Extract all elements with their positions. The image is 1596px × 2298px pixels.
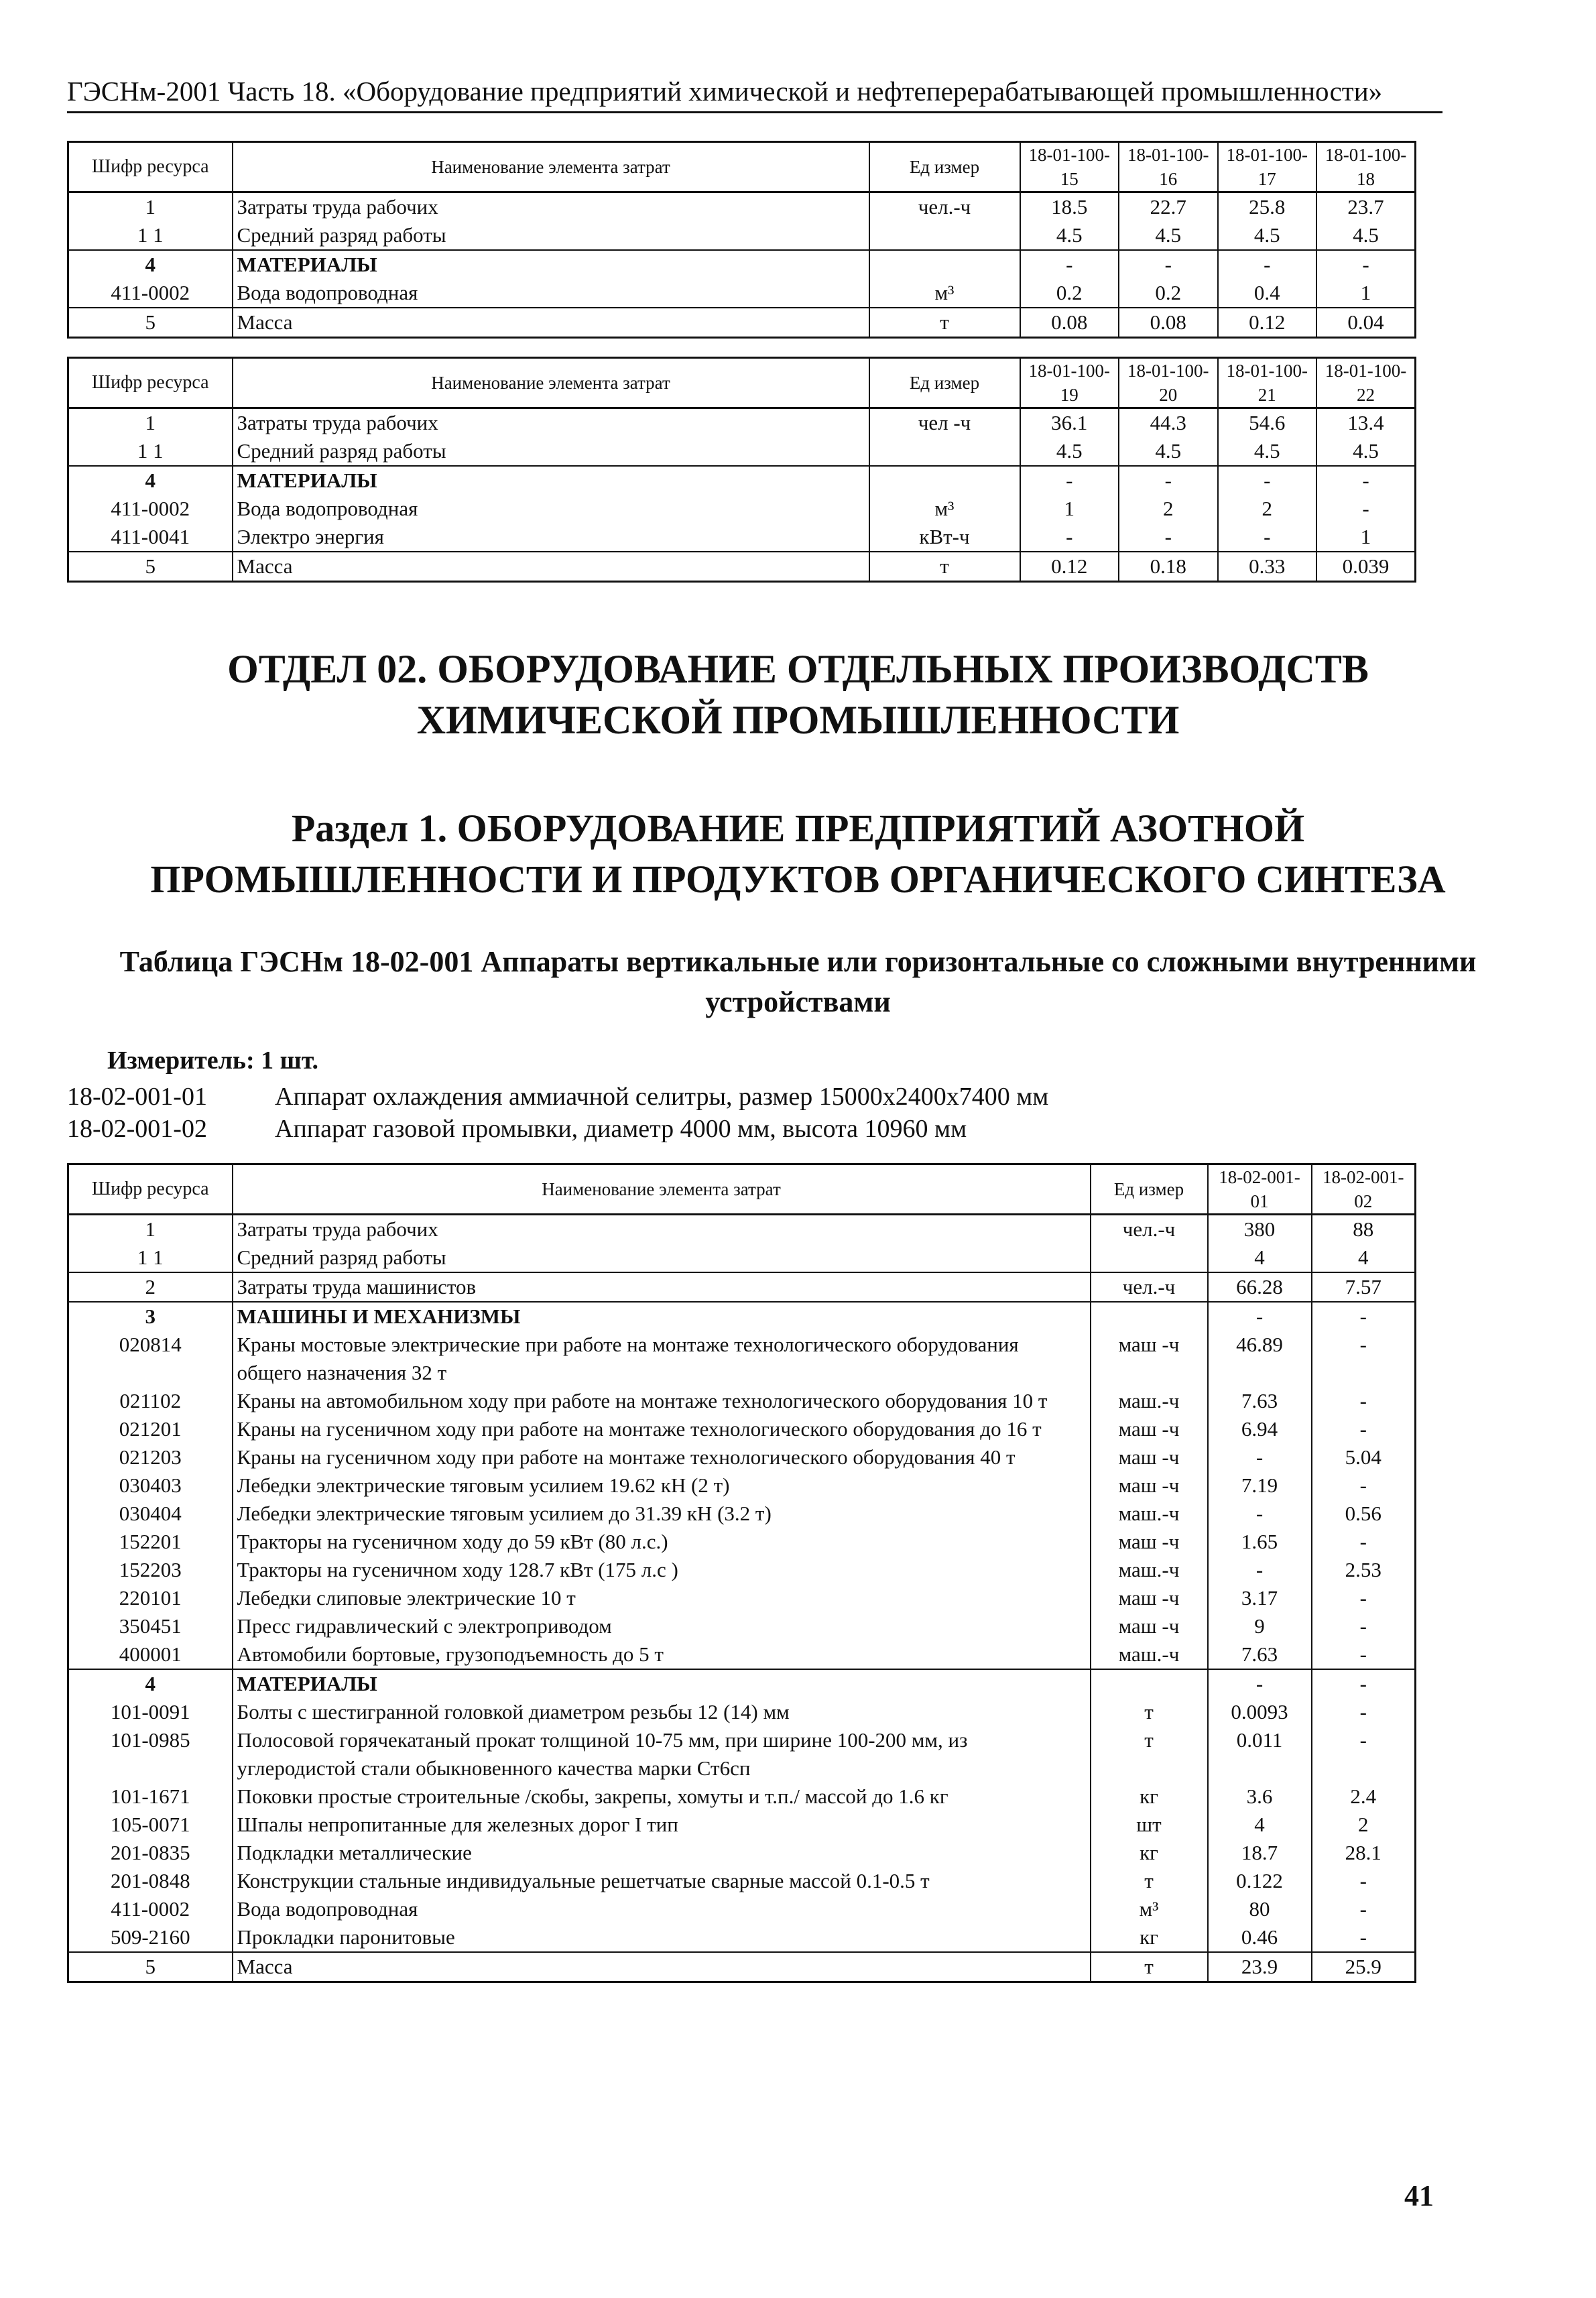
cell-value: 88 — [1312, 1215, 1416, 1244]
cell-value: - — [1312, 1612, 1416, 1640]
table-row — [68, 1387, 1416, 1415]
cell-unit: т — [869, 308, 1020, 338]
cell-code: 1 — [68, 1215, 233, 1244]
cell-value: 4.5 — [1020, 221, 1119, 250]
cell-value: - — [1119, 250, 1218, 279]
cell-unit — [1091, 1669, 1208, 1698]
cell-name: Шпалы непропитанные для железных дорог I тип — [233, 1811, 1091, 1839]
cell-name: МАТЕРИАЛЫ — [233, 466, 869, 495]
cell-unit — [869, 250, 1020, 279]
cell-value: 7.63 — [1208, 1640, 1312, 1669]
table-row — [68, 1500, 1416, 1528]
column-header-name: Наименование элемента затрат — [233, 1164, 1091, 1215]
variant-text: Аппарат охлаждения аммиачной селитры, размер 15000х2400х7400 мм — [275, 1083, 1049, 1111]
cell-code: 020814 — [68, 1331, 233, 1387]
cell-name: Масса — [233, 1952, 1091, 1982]
cell-value: - — [1312, 1726, 1416, 1782]
table-row — [68, 1726, 1416, 1782]
table-row — [68, 1923, 1416, 1952]
cell-value: 2.4 — [1312, 1782, 1416, 1811]
cell-value: - — [1208, 1443, 1312, 1471]
cell-unit: маш -ч — [1091, 1612, 1208, 1640]
cell-name: Средний разряд работы — [233, 1244, 1091, 1272]
table-row — [68, 221, 1416, 250]
column-header-name: Наименование элемента затрат — [233, 142, 869, 192]
cell-value: 7.19 — [1208, 1471, 1312, 1500]
cell-value: 6.94 — [1208, 1415, 1312, 1443]
column-header-norm: 18-02-001-01 — [1208, 1164, 1312, 1215]
cell-name: Лебедки слиповые электрические 10 т — [233, 1584, 1091, 1612]
variant-code: 18-02-001-02 — [67, 1115, 207, 1143]
cell-unit: м³ — [869, 495, 1020, 523]
cell-value: 2.53 — [1312, 1556, 1416, 1584]
cell-name: Вода водопроводная — [233, 279, 869, 308]
cell-value: 3.6 — [1208, 1782, 1312, 1811]
cell-value: 25.8 — [1218, 192, 1317, 222]
cell-value: 4.5 — [1119, 437, 1218, 466]
cell-code: 030404 — [68, 1500, 233, 1528]
cell-unit: маш -ч — [1091, 1443, 1208, 1471]
cell-name: Краны на гусеничном ходу при работе на монтаже технологического оборудования 40 т — [233, 1443, 1091, 1471]
cell-value: 80 — [1208, 1895, 1312, 1923]
cell-value: 0.2 — [1020, 279, 1119, 308]
cell-code: 101-1671 — [68, 1782, 233, 1811]
cell-code: 5 — [68, 308, 233, 338]
cell-value: 4.5 — [1119, 221, 1218, 250]
cell-value: 1 — [1020, 495, 1119, 523]
cell-unit: кг — [1091, 1782, 1208, 1811]
cell-value: 25.9 — [1312, 1952, 1416, 1982]
cell-value: - — [1208, 1669, 1312, 1698]
table-row — [68, 1302, 1416, 1331]
cell-value: 23.7 — [1316, 192, 1416, 222]
cell-value: 4.5 — [1316, 437, 1416, 466]
cell-unit: шт — [1091, 1811, 1208, 1839]
cell-code: 030403 — [68, 1471, 233, 1500]
cell-value: 18.7 — [1208, 1839, 1312, 1867]
resource-table-1 — [67, 141, 1416, 339]
table-header-row — [68, 142, 1416, 192]
cell-value: 28.1 — [1312, 1839, 1416, 1867]
cell-value: - — [1312, 1895, 1416, 1923]
cell-value: 4 — [1312, 1244, 1416, 1272]
cell-code: 021102 — [68, 1387, 233, 1415]
cell-name: МАТЕРИАЛЫ — [233, 250, 869, 279]
section-heading-text: Раздел 1. ОБОРУДОВАНИЕ ПРЕДПРИЯТИЙ АЗОТНОЙ ПРОМЫШЛЕННОСТИ И ПРОДУКТОВ ОРГАНИЧЕСКОГО СИНТЕЗА — [150, 806, 1446, 901]
cell-value: - — [1312, 1471, 1416, 1500]
cell-value: 0.08 — [1119, 308, 1218, 338]
cell-name: МАШИНЫ И МЕХАНИЗМЫ — [233, 1302, 1091, 1331]
cell-value: 0.12 — [1218, 308, 1317, 338]
cell-value: 4 — [1208, 1244, 1312, 1272]
cell-code: 101-0985 — [68, 1726, 233, 1782]
resource-table-2 — [67, 357, 1416, 583]
cell-value: 2 — [1119, 495, 1218, 523]
cell-value: 18.5 — [1020, 192, 1119, 222]
cell-value: 4.5 — [1218, 221, 1317, 250]
cell-unit: кг — [1091, 1923, 1208, 1952]
column-header-unit: Ед измер — [869, 142, 1020, 192]
column-header-norm: 18-02-001-02 — [1312, 1164, 1416, 1215]
cell-value: 1 — [1316, 523, 1416, 552]
cell-value: - — [1218, 250, 1317, 279]
cell-value: 4 — [1208, 1811, 1312, 1839]
table-row — [68, 1556, 1416, 1584]
table-row — [68, 1272, 1416, 1302]
cell-code: 411-0002 — [68, 495, 233, 523]
cell-value: 54.6 — [1218, 408, 1317, 438]
cell-value: 7.63 — [1208, 1387, 1312, 1415]
table-row — [68, 1528, 1416, 1556]
cell-name: Тракторы на гусеничном ходу 128.7 кВт (175 л.с ) — [233, 1556, 1091, 1584]
cell-value: - — [1208, 1556, 1312, 1584]
variant-line — [67, 1114, 967, 1144]
column-header-norm: 18-01-100-21 — [1218, 358, 1317, 408]
cell-unit: маш -ч — [1091, 1471, 1208, 1500]
cell-value: 46.89 — [1208, 1331, 1312, 1387]
cell-code: 4 — [68, 250, 233, 279]
cell-value: 22.7 — [1119, 192, 1218, 222]
variant-code: 18-02-001-01 — [67, 1083, 207, 1111]
cell-unit: т — [1091, 1698, 1208, 1726]
table-header-row — [68, 358, 1416, 408]
cell-code: 1 — [68, 192, 233, 222]
cell-value: - — [1020, 466, 1119, 495]
cell-unit: м³ — [869, 279, 1020, 308]
cell-value: - — [1119, 523, 1218, 552]
column-header-norm: 18-01-100-18 — [1316, 142, 1416, 192]
cell-name: Затраты труда машинистов — [233, 1272, 1091, 1302]
table-row — [68, 192, 1416, 222]
cell-value: 4.5 — [1218, 437, 1317, 466]
cell-unit: маш.-ч — [1091, 1556, 1208, 1584]
variant-line — [67, 1082, 1048, 1111]
table-row — [68, 308, 1416, 338]
column-header-norm: 18-01-100-20 — [1119, 358, 1218, 408]
table-row — [68, 1895, 1416, 1923]
cell-name: Автомобили бортовые, грузоподъемность до 5 т — [233, 1640, 1091, 1669]
cell-value: 44.3 — [1119, 408, 1218, 438]
cell-unit: кВт-ч — [869, 523, 1020, 552]
cell-name: Подкладки металлические — [233, 1839, 1091, 1867]
cell-name: Поковки простые строительные /скобы, закрепы, хомуты и т.п./ массой до 1.6 кг — [233, 1782, 1091, 1811]
cell-value: 0.122 — [1208, 1867, 1312, 1895]
cell-code: 201-0835 — [68, 1839, 233, 1867]
cell-name: Вода водопроводная — [233, 1895, 1091, 1923]
cell-value: 2 — [1218, 495, 1317, 523]
cell-name: Вода водопроводная — [233, 495, 869, 523]
cell-code: 411-0002 — [68, 279, 233, 308]
table-row — [68, 552, 1416, 582]
table-row — [68, 408, 1416, 438]
table-row — [68, 1698, 1416, 1726]
cell-value: 0.08 — [1020, 308, 1119, 338]
cell-value: 7.57 — [1312, 1272, 1416, 1302]
cell-value: 0.2 — [1119, 279, 1218, 308]
cell-value: - — [1208, 1302, 1312, 1331]
column-header-unit: Ед измер — [869, 358, 1020, 408]
cell-value: - — [1312, 1302, 1416, 1331]
cell-code: 021201 — [68, 1415, 233, 1443]
cell-value: 2 — [1312, 1811, 1416, 1839]
column-header-code: Шифр ресурса — [68, 142, 233, 192]
cell-name: Электро энергия — [233, 523, 869, 552]
cell-name: Затраты труда рабочих — [233, 1215, 1091, 1244]
cell-value: - — [1312, 1698, 1416, 1726]
column-header-norm: 18-01-100-22 — [1316, 358, 1416, 408]
column-header-code: Шифр ресурса — [68, 358, 233, 408]
cell-value: - — [1312, 1528, 1416, 1556]
cell-value: 36.1 — [1020, 408, 1119, 438]
cell-value: - — [1316, 466, 1416, 495]
table-row — [68, 437, 1416, 466]
cell-name: Масса — [233, 308, 869, 338]
cell-name: Полосовой горячекатаный прокат толщиной 10-75 мм, при ширине 100-200 мм, из углеродистой стали обыкновенного качества марки Ст6сп — [233, 1726, 1091, 1782]
cell-value: 0.56 — [1312, 1500, 1416, 1528]
cell-code: 509-2160 — [68, 1923, 233, 1952]
cell-value: 0.0093 — [1208, 1698, 1312, 1726]
table-row — [68, 1612, 1416, 1640]
cell-unit: т — [869, 552, 1020, 582]
cell-unit: маш.-ч — [1091, 1500, 1208, 1528]
cell-value: 0.12 — [1020, 552, 1119, 582]
table-row — [68, 495, 1416, 523]
cell-name: Затраты труда рабочих — [233, 408, 869, 438]
cell-code: 220101 — [68, 1584, 233, 1612]
cell-unit: чел.-ч — [1091, 1272, 1208, 1302]
cell-value: - — [1208, 1500, 1312, 1528]
column-header-norm: 18-01-100-15 — [1020, 142, 1119, 192]
cell-name: Краны на гусеничном ходу при работе на монтаже технологического оборудования до 16 т — [233, 1415, 1091, 1443]
cell-value: - — [1218, 523, 1317, 552]
cell-name: Пресс гидравлический с электроприводом — [233, 1612, 1091, 1640]
cell-value: 66.28 — [1208, 1272, 1312, 1302]
cell-value: 0.011 — [1208, 1726, 1312, 1782]
cell-code: 021203 — [68, 1443, 233, 1471]
cell-unit — [1091, 1302, 1208, 1331]
cell-unit: маш.-ч — [1091, 1640, 1208, 1669]
cell-code: 152201 — [68, 1528, 233, 1556]
cell-code: 1 1 — [68, 437, 233, 466]
cell-name: Лебедки электрические тяговым усилием 19.62 кН (2 т) — [233, 1471, 1091, 1500]
column-header-name: Наименование элемента затрат — [233, 358, 869, 408]
cell-unit — [869, 437, 1020, 466]
cell-value: 0.04 — [1316, 308, 1416, 338]
measure-unit: Измеритель: 1 шт. — [107, 1046, 319, 1075]
cell-name: Масса — [233, 552, 869, 582]
cell-value: 1.65 — [1208, 1528, 1312, 1556]
cell-value: - — [1312, 1415, 1416, 1443]
table-row — [68, 1215, 1416, 1244]
cell-name: Прокладки паронитовые — [233, 1923, 1091, 1952]
cell-value: - — [1312, 1923, 1416, 1952]
cell-value: 13.4 — [1316, 408, 1416, 438]
cell-value: - — [1316, 495, 1416, 523]
cell-code: 411-0041 — [68, 523, 233, 552]
resource-table-3 — [67, 1163, 1416, 1983]
table-row — [68, 1782, 1416, 1811]
cell-unit: т — [1091, 1952, 1208, 1982]
cell-unit: маш -ч — [1091, 1528, 1208, 1556]
cell-value: - — [1312, 1387, 1416, 1415]
variant-text: Аппарат газовой промывки, диаметр 4000 мм, высота 10960 мм — [275, 1115, 967, 1143]
cell-value: 0.4 — [1218, 279, 1317, 308]
cell-value: 1 — [1316, 279, 1416, 308]
cell-unit: маш -ч — [1091, 1331, 1208, 1387]
cell-code: 411-0002 — [68, 1895, 233, 1923]
cell-value: - — [1020, 523, 1119, 552]
cell-value: - — [1312, 1331, 1416, 1387]
cell-value: 4.5 — [1020, 437, 1119, 466]
cell-code: 400001 — [68, 1640, 233, 1669]
cell-unit: чел.-ч — [869, 192, 1020, 222]
department-heading — [0, 644, 1596, 745]
running-header: ГЭСНм-2001 Часть 18. «Оборудование предприятий химической и нефтеперерабатывающей промышленности» — [67, 75, 1442, 113]
table-row — [68, 250, 1416, 279]
cell-code: 4 — [68, 466, 233, 495]
table-row — [68, 1867, 1416, 1895]
cell-value: - — [1312, 1669, 1416, 1698]
column-header-norm: 18-01-100-19 — [1020, 358, 1119, 408]
cell-name: Затраты труда рабочих — [233, 192, 869, 222]
cell-code: 1 — [68, 408, 233, 438]
cell-code: 350451 — [68, 1612, 233, 1640]
table-heading — [0, 942, 1596, 1022]
cell-value: 0.46 — [1208, 1923, 1312, 1952]
cell-unit: чел.-ч — [1091, 1215, 1208, 1244]
cell-value: 380 — [1208, 1215, 1312, 1244]
cell-value: - — [1312, 1640, 1416, 1669]
column-header-norm: 18-01-100-17 — [1218, 142, 1317, 192]
cell-value: 0.18 — [1119, 552, 1218, 582]
cell-code: 101-0091 — [68, 1698, 233, 1726]
table-row — [68, 1331, 1416, 1387]
cell-name: Средний разряд работы — [233, 437, 869, 466]
cell-value: - — [1218, 466, 1317, 495]
cell-name: Болты с шестигранной головкой диаметром резьбы 12 (14) мм — [233, 1698, 1091, 1726]
cell-name: Лебедки электрические тяговым усилием до 31.39 кН (3.2 т) — [233, 1500, 1091, 1528]
cell-value: - — [1119, 466, 1218, 495]
cell-code: 1 1 — [68, 1244, 233, 1272]
cell-unit: маш -ч — [1091, 1584, 1208, 1612]
table-row — [68, 1640, 1416, 1669]
cell-name: Краны мостовые электрические при работе на монтаже технологического оборудования общего назначения 32 т — [233, 1331, 1091, 1387]
table-heading-text: Таблица ГЭСНм 18-02-001 Аппараты вертикальные или горизонтальные со сложными внутренними устройствами — [119, 945, 1477, 1018]
table-row — [68, 466, 1416, 495]
cell-code: 2 — [68, 1272, 233, 1302]
cell-value: 23.9 — [1208, 1952, 1312, 1982]
cell-value: 5.04 — [1312, 1443, 1416, 1471]
cell-value: - — [1312, 1867, 1416, 1895]
cell-code: 201-0848 — [68, 1867, 233, 1895]
cell-value: 0.33 — [1218, 552, 1317, 582]
table-row — [68, 1952, 1416, 1982]
cell-name: Краны на автомобильном ходу при работе на монтаже технологического оборудования 10 т — [233, 1387, 1091, 1415]
column-header-code: Шифр ресурса — [68, 1164, 233, 1215]
cell-unit: т — [1091, 1726, 1208, 1782]
cell-unit — [1091, 1244, 1208, 1272]
column-header-norm: 18-01-100-16 — [1119, 142, 1218, 192]
table-header-row — [68, 1164, 1416, 1215]
cell-name: МАТЕРИАЛЫ — [233, 1669, 1091, 1698]
cell-code: 1 1 — [68, 221, 233, 250]
cell-unit: м³ — [1091, 1895, 1208, 1923]
cell-value: - — [1316, 250, 1416, 279]
cell-unit: т — [1091, 1867, 1208, 1895]
cell-code: 5 — [68, 1952, 233, 1982]
cell-unit: маш -ч — [1091, 1415, 1208, 1443]
cell-code: 3 — [68, 1302, 233, 1331]
column-header-unit: Ед измер — [1091, 1164, 1208, 1215]
cell-code: 4 — [68, 1669, 233, 1698]
cell-value: 9 — [1208, 1612, 1312, 1640]
table-row — [68, 1415, 1416, 1443]
cell-value: - — [1020, 250, 1119, 279]
section-heading — [0, 803, 1596, 905]
cell-value: 0.039 — [1316, 552, 1416, 582]
cell-name: Средний разряд работы — [233, 221, 869, 250]
cell-unit — [869, 466, 1020, 495]
table-row — [68, 523, 1416, 552]
page-number: 41 — [1404, 2179, 1434, 2212]
table-row — [68, 1811, 1416, 1839]
table-row — [68, 1839, 1416, 1867]
department-heading-text: ОТДЕЛ 02. ОБОРУДОВАНИЕ ОТДЕЛЬНЫХ ПРОИЗВОДСТВ ХИМИЧЕСКОЙ ПРОМЫШЛЕННОСТИ — [227, 647, 1369, 742]
cell-value: 4.5 — [1316, 221, 1416, 250]
cell-unit — [869, 221, 1020, 250]
cell-unit: маш.-ч — [1091, 1387, 1208, 1415]
cell-name: Тракторы на гусеничном ходу до 59 кВт (80 л.с.) — [233, 1528, 1091, 1556]
table-row — [68, 1471, 1416, 1500]
table-row — [68, 279, 1416, 308]
table-row — [68, 1443, 1416, 1471]
cell-unit: чел -ч — [869, 408, 1020, 438]
table-row — [68, 1584, 1416, 1612]
cell-name: Конструкции стальные индивидуальные решетчатые сварные массой 0.1-0.5 т — [233, 1867, 1091, 1895]
cell-value: 3.17 — [1208, 1584, 1312, 1612]
cell-value: - — [1312, 1584, 1416, 1612]
cell-code: 5 — [68, 552, 233, 582]
table-row — [68, 1244, 1416, 1272]
cell-code: 105-0071 — [68, 1811, 233, 1839]
cell-unit: кг — [1091, 1839, 1208, 1867]
table-row — [68, 1669, 1416, 1698]
cell-code: 152203 — [68, 1556, 233, 1584]
